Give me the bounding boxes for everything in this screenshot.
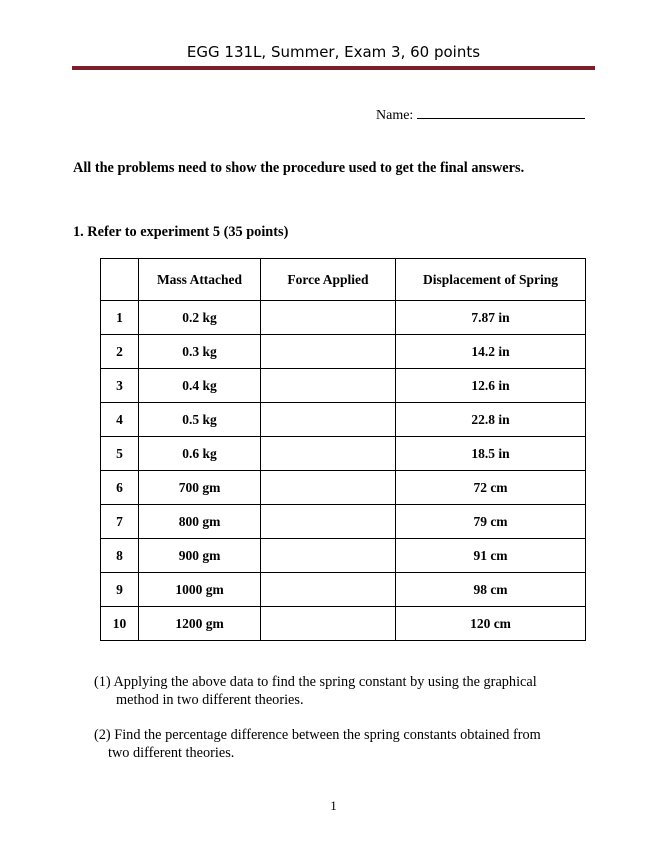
header-index — [101, 259, 139, 301]
row-index: 3 — [101, 369, 139, 403]
table-row — [101, 369, 586, 403]
row-index: 7 — [101, 505, 139, 539]
header-rule — [72, 66, 595, 70]
mass-cell: 700 gm — [139, 471, 261, 505]
question-2 — [94, 726, 594, 762]
name-label: Name: — [376, 108, 414, 123]
displacement-cell: 14.2 in — [396, 335, 586, 369]
row-index: 4 — [101, 403, 139, 437]
displacement-cell: 22.8 in — [396, 403, 586, 437]
row-index: 10 — [101, 607, 139, 641]
displacement-cell: 18.5 in — [396, 437, 586, 471]
mass-cell: 1000 gm — [139, 573, 261, 607]
question-1 — [94, 673, 594, 709]
table-row — [101, 301, 586, 335]
mass-cell: 0.6 kg — [139, 437, 261, 471]
mass-cell: 900 gm — [139, 539, 261, 573]
table-row — [101, 573, 586, 607]
displacement-cell: 7.87 in — [396, 301, 586, 335]
header-displacement: Displacement of Spring — [396, 259, 586, 301]
force-cell[interactable] — [261, 437, 396, 471]
row-index: 6 — [101, 471, 139, 505]
table-row — [101, 505, 586, 539]
header-force: Force Applied — [261, 259, 396, 301]
question-number: (1) — [94, 674, 111, 690]
force-cell[interactable] — [261, 539, 396, 573]
question-number: (2) — [94, 727, 111, 743]
question-text-line1: Find the percentage difference between the spring constants obtained from — [114, 727, 541, 743]
header-mass: Mass Attached — [139, 259, 261, 301]
row-index: 5 — [101, 437, 139, 471]
row-index: 8 — [101, 539, 139, 573]
page-title: EGG 131L, Summer, Exam 3, 60 points — [186, 43, 481, 61]
question-text-line1: Applying the above data to find the spring constant by using the graphical — [113, 674, 537, 690]
force-cell[interactable] — [261, 301, 396, 335]
table-row — [101, 437, 586, 471]
displacement-cell: 120 cm — [396, 607, 586, 641]
row-index: 2 — [101, 335, 139, 369]
mass-cell: 1200 gm — [139, 607, 261, 641]
table-row — [101, 607, 586, 641]
force-cell[interactable] — [261, 505, 396, 539]
mass-cell: 800 gm — [139, 505, 261, 539]
table-header-row — [101, 259, 586, 301]
instructions: All the problems need to show the procedure used to get the final answers. — [73, 160, 525, 176]
name-blank[interactable] — [417, 106, 585, 119]
name-field — [376, 106, 585, 124]
mass-cell: 0.4 kg — [139, 369, 261, 403]
force-cell[interactable] — [261, 335, 396, 369]
table-row — [101, 471, 586, 505]
force-cell[interactable] — [261, 573, 396, 607]
displacement-cell: 91 cm — [396, 539, 586, 573]
force-cell[interactable] — [261, 471, 396, 505]
table-row — [101, 335, 586, 369]
row-index: 1 — [101, 301, 139, 335]
table-body — [101, 301, 586, 641]
force-cell[interactable] — [261, 403, 396, 437]
force-cell[interactable] — [261, 607, 396, 641]
mass-cell: 0.5 kg — [139, 403, 261, 437]
displacement-cell: 12.6 in — [396, 369, 586, 403]
question-text-line2: method in two different theories. — [116, 692, 304, 708]
question-text-line2: two different theories. — [108, 745, 235, 761]
data-table — [100, 258, 586, 641]
table-row — [101, 403, 586, 437]
mass-cell: 0.2 kg — [139, 301, 261, 335]
displacement-cell: 72 cm — [396, 471, 586, 505]
page-number: 1 — [330, 798, 337, 813]
displacement-cell: 98 cm — [396, 573, 586, 607]
mass-cell: 0.3 kg — [139, 335, 261, 369]
row-index: 9 — [101, 573, 139, 607]
problem-heading: 1. Refer to experiment 5 (35 points) — [73, 224, 289, 240]
force-cell[interactable] — [261, 369, 396, 403]
displacement-cell: 79 cm — [396, 505, 586, 539]
table-row — [101, 539, 586, 573]
